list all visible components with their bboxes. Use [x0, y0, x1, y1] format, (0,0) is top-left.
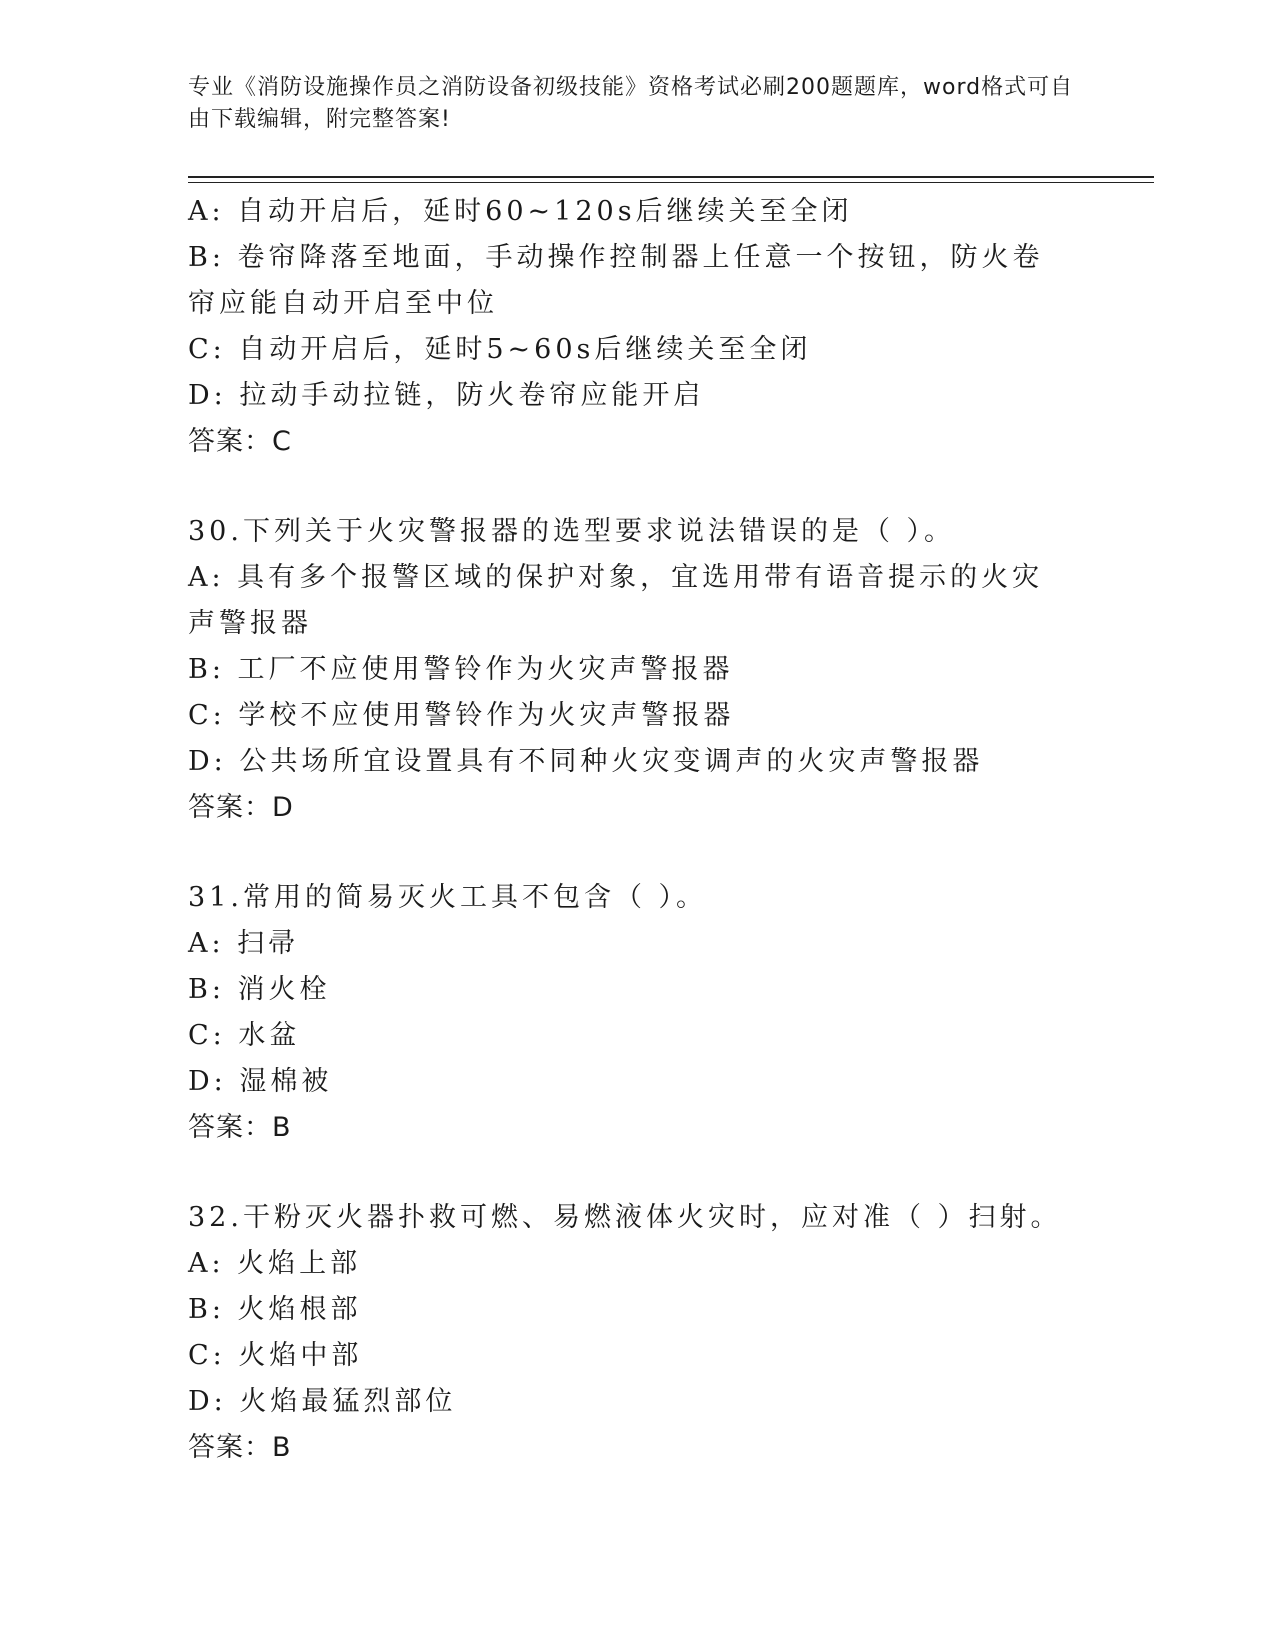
question-list: [188, 189, 1088, 1471]
option-a: A: 具有多个报警区域的保护对象，宜选用带有语音提示的火灾声警报器: [188, 562, 1044, 639]
header-divider: [188, 176, 1154, 178]
answer-text: 答案：B: [188, 1112, 292, 1143]
spacer: [188, 831, 1088, 875]
question-block-30: [188, 509, 1088, 831]
spacer: [188, 1151, 1088, 1195]
option-c: C: 自动开启后，延时5~60s后继续关至全闭: [188, 334, 812, 365]
document-header: 专业《消防设施操作员之消防设备初级技能》资格考试必刷200题题库，word格式可自由下载编辑，附完整答案!: [188, 75, 1074, 132]
option-a: A: 自动开启后，延时60~120s后继续关至全闭: [188, 196, 853, 227]
question-text: 30.下列关于火灾警报器的选型要求说法错误的是（ ）。: [188, 516, 956, 547]
option-b: B: 火焰根部: [188, 1294, 362, 1325]
answer-text: 答案：C: [188, 426, 292, 457]
option-c: C: 学校不应使用警铃作为火灾声警报器: [188, 700, 735, 731]
question-block-31: [188, 875, 1088, 1151]
option-b: B: 卷帘降落至地面，手动操作控制器上任意一个按钮，防火卷帘应能自动开启至中位: [188, 242, 1044, 319]
answer-text: 答案：D: [188, 792, 294, 823]
option-d: D: 湿棉被: [188, 1066, 333, 1097]
option-c: C: 水盆: [188, 1020, 301, 1051]
option-d: D: 火焰最猛烈部位: [188, 1386, 457, 1417]
question-block-29: [188, 189, 1088, 465]
option-c: C: 火焰中部: [188, 1340, 363, 1371]
spacer: [188, 465, 1088, 509]
question-text: 31.常用的简易灭火工具不包含（ ）。: [188, 882, 708, 913]
header-divider-secondary: [188, 182, 1154, 183]
option-d: D: 拉动手动拉链，防火卷帘应能开启: [188, 380, 705, 411]
question-text: 32.干粉灭火器扑救可燃、易燃液体火灾时，应对准（ ）扫射。: [188, 1202, 1062, 1233]
option-b: B: 工厂不应使用警铃作为火灾声警报器: [188, 654, 734, 685]
option-d: D: 公共场所宜设置具有不同种火灾变调声的火灾声警报器: [188, 746, 984, 777]
answer-text: 答案：B: [188, 1432, 292, 1463]
option-b: B: 消火栓: [188, 974, 331, 1005]
question-block-32: [188, 1195, 1088, 1471]
option-a: A: 火焰上部: [188, 1248, 362, 1279]
option-a: A: 扫帚: [188, 928, 300, 959]
